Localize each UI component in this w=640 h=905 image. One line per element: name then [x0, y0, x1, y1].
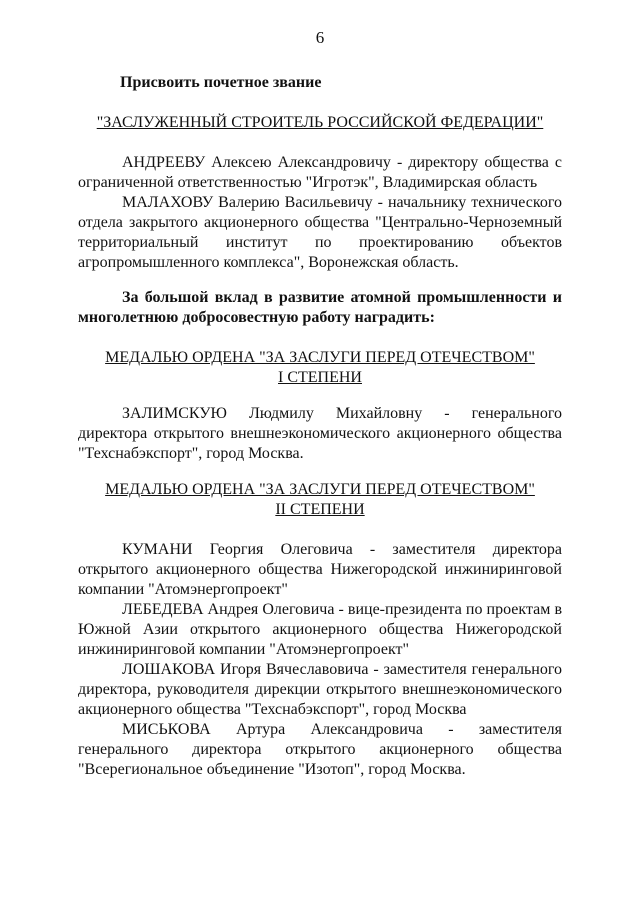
paragraph-zalimskaya: ЗАЛИМСКУЮ Людмилу Михайловну - генерального директора открытого внешнеэкономического акционерного общества "Техснабэкспорт", город Москва.: [78, 405, 562, 462]
page-number: 6: [315, 28, 325, 47]
title-honorary: "ЗАСЛУЖЕННЫЙ СТРОИТЕЛЬ РОССИЙСКОЙ ФЕДЕРАЦИИ": [96, 114, 544, 131]
medal-2-line1: МЕДАЛЬЮ ОРДЕНА "ЗА ЗАСЛУГИ ПЕРЕД ОТЕЧЕСТВОМ": [105, 481, 535, 498]
paragraph-loshakov: ЛОШАКОВА Игоря Вячеславовича - заместителя генерального директора, руководителя дирекции открытого внешнеэкономического акционерного общества "Техснабэкспорт", город Москва: [78, 661, 562, 718]
medal-2-line2: II СТЕПЕНИ: [275, 501, 365, 518]
paragraph-kumani: КУМАНИ Георгия Олеговича - заместителя директора открытого акционерного общества Нижегородской инжиниринговой компании "Атомэнергопроект": [78, 541, 562, 598]
award-list-1: [78, 153, 562, 273]
medal-heading-2: [78, 480, 562, 520]
award-list-2: [78, 540, 562, 780]
bold-paragraph: За большой вклад в развитие атомной промышленности и многолетнюю добросовестную работу наградить:: [78, 289, 562, 326]
medal-1-line1: МЕДАЛЬЮ ОРДЕНА "ЗА ЗАСЛУГИ ПЕРЕД ОТЕЧЕСТВОМ": [105, 349, 535, 366]
lead-heading: Присвоить почетное звание: [120, 74, 322, 91]
paragraph-miskov: МИСЬКОВА Артура Александровича - заместителя генерального директора открытого акционерного общества "Всерегиональное объединение "Изотоп", город Москва.: [78, 721, 562, 778]
paragraph-lebedev: ЛЕБЕДЕВА Андрея Олеговича - вице-президента по проектам в Южной Азии открытого акционерного общества Нижегородской инжиниринговой компании "Атомэнергопроект": [78, 601, 562, 658]
medal-heading-1: [78, 348, 562, 388]
medal-1-line2: I СТЕПЕНИ: [278, 369, 362, 386]
paragraph-malakhov: МАЛАХОВУ Валерию Васильевичу - начальнику технического отдела закрытого акционерного общества "Центрально-Черноземный территориальный институт по проектированию объектов агропромышленного комплекса", Воронежская область.: [78, 194, 562, 271]
paragraph-andreev: АНДРЕЕВУ Алексею Александровичу - директору общества с ограниченной ответственностью "Игротэк", Владимирская область: [78, 154, 562, 191]
